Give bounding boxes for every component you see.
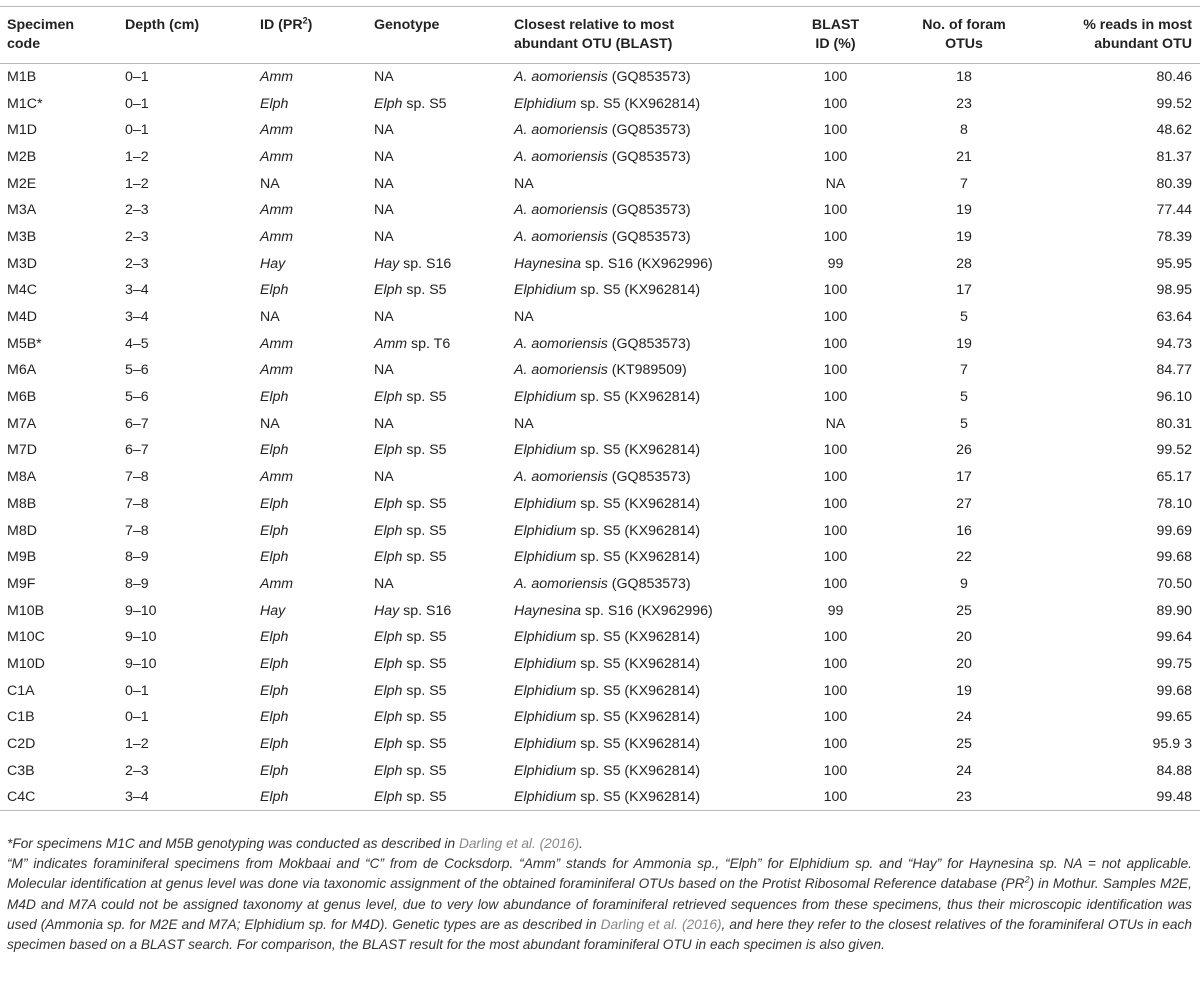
cell-foram-otus: 22 — [956, 549, 972, 566]
cell-specimen-code: C3B — [7, 762, 35, 779]
cell-specimen-code: M7D — [7, 442, 37, 459]
cell-genotype: Elph sp. S5 — [374, 549, 447, 566]
table-row — [0, 544, 1200, 571]
cell-closest-relative: Elphidium sp. S5 (KX962814) — [514, 736, 701, 753]
cell-blast-id: 100 — [823, 575, 848, 592]
cell-reads: 96.10 — [1156, 389, 1192, 406]
cell-blast-id: 100 — [823, 522, 848, 539]
cell-id: Elph — [260, 495, 289, 512]
cell-depth: 6–7 — [125, 442, 149, 459]
cell-depth: 3–4 — [125, 282, 149, 299]
cell-foram-otus: 28 — [956, 255, 972, 272]
cell-reads: 70.50 — [1156, 575, 1192, 592]
cell-blast-id: 100 — [823, 762, 848, 779]
cell-closest-relative: A. aomoriensis (GQ853573) — [514, 69, 691, 86]
cell-blast-id: 99 — [827, 255, 844, 272]
cell-depth: 2–3 — [125, 762, 149, 779]
cell-specimen-code: M6B — [7, 389, 37, 406]
cell-id: Elph — [260, 442, 289, 459]
cell-reads: 95.9 3 — [1152, 736, 1192, 753]
cell-id: Amm — [260, 575, 294, 592]
cell-genotype: Elph sp. S5 — [374, 522, 447, 539]
footnote-genotyping: *For specimens M1C and M5B genotyping was conducted as described in Darling et al. (2016). — [7, 836, 583, 851]
cell-reads: 81.37 — [1156, 148, 1192, 165]
cell-blast-id: 100 — [823, 148, 848, 165]
table-row — [0, 571, 1200, 598]
cell-depth: 4–5 — [125, 335, 149, 352]
table-row — [0, 677, 1200, 704]
table-row — [0, 784, 1200, 811]
cell-genotype: NA — [374, 69, 394, 86]
table-row — [0, 757, 1200, 784]
cell-specimen-code: M1C* — [7, 95, 43, 112]
cell-id: Amm — [260, 122, 294, 139]
cell-id: Elph — [260, 549, 289, 566]
table-row — [0, 731, 1200, 758]
cell-reads: 48.62 — [1156, 122, 1192, 139]
cell-closest-relative: NA — [514, 309, 534, 326]
cell-blast-id: 100 — [823, 362, 848, 379]
cell-id: Elph — [260, 629, 289, 646]
header-depth: Depth (cm) — [118, 7, 253, 64]
cell-closest-relative: NA — [514, 175, 534, 192]
cell-genotype: NA — [374, 175, 394, 192]
table-row — [0, 144, 1200, 171]
cell-foram-otus: 19 — [956, 335, 972, 352]
cell-genotype: Elph sp. S5 — [374, 442, 447, 459]
cell-closest-relative: NA — [514, 415, 534, 432]
cell-id: NA — [260, 175, 280, 192]
cell-id: Elph — [260, 389, 289, 406]
cell-closest-relative: Elphidium sp. S5 (KX962814) — [514, 549, 701, 566]
cell-specimen-code: M4C — [7, 282, 37, 299]
cell-reads: 78.39 — [1156, 228, 1192, 245]
cell-blast-id: 100 — [823, 655, 848, 672]
cell-depth: 2–3 — [125, 255, 149, 272]
cell-foram-otus: 9 — [960, 575, 968, 592]
cell-depth: 0–1 — [125, 69, 149, 86]
cell-genotype: Elph sp. S5 — [374, 95, 447, 112]
cell-closest-relative: Elphidium sp. S5 (KX962814) — [514, 655, 701, 672]
table-row — [0, 491, 1200, 518]
cell-depth: 2–3 — [125, 228, 149, 245]
cell-depth: 7–8 — [125, 495, 149, 512]
cell-reads: 77.44 — [1156, 202, 1192, 219]
cell-genotype: NA — [374, 469, 394, 486]
cell-reads: 99.68 — [1156, 682, 1192, 699]
cell-reads: 99.69 — [1156, 522, 1192, 539]
cell-closest-relative: Elphidium sp. S5 (KX962814) — [514, 709, 701, 726]
cell-blast-id: 100 — [823, 682, 848, 699]
header-blast-id: BLAST ID (%) — [785, 7, 886, 64]
cell-closest-relative: Elphidium sp. S5 (KX962814) — [514, 282, 701, 299]
header-row — [0, 7, 1200, 64]
cell-genotype: Elph sp. S5 — [374, 282, 447, 299]
table-row — [0, 197, 1200, 224]
cell-foram-otus: 24 — [956, 709, 972, 726]
cell-id: NA — [260, 309, 280, 326]
cell-foram-otus: 18 — [956, 69, 972, 86]
table-row — [0, 437, 1200, 464]
cell-specimen-code: C4C — [0, 784, 118, 811]
cell-specimen-code: M10C — [7, 629, 45, 646]
cell-foram-otus: 20 — [956, 655, 972, 672]
cell-foram-otus: 7 — [960, 175, 968, 192]
cell-specimen-code: M10D — [7, 655, 45, 672]
cell-genotype: Elph sp. S5 — [374, 655, 447, 672]
cell-blast-id: 100 — [823, 228, 848, 245]
cell-id: Elph — [260, 682, 289, 699]
cell-reads: 65.17 — [1156, 469, 1192, 486]
header-specimen-code: Specimen code — [0, 7, 118, 64]
table-row — [0, 277, 1200, 304]
cell-genotype: NA — [374, 309, 394, 326]
cell-genotype: NA — [374, 202, 394, 219]
cell-foram-otus: 21 — [956, 148, 972, 165]
cell-closest-relative: A. aomoriensis (GQ853573) — [514, 228, 691, 245]
cell-reads: 95.95 — [1156, 255, 1192, 272]
table-row — [0, 90, 1200, 117]
footnote-abbreviations: “M” indicates foraminiferal specimens from Mokbaai and “C” from de Cocksdorp. “Amm” stands for Ammonia sp., “Elph” for Elphidium sp. and “Hay” for Haynesina sp. NA = not applicable. Molecular identification at genus level was done via taxonomic assignment of the obtained foraminiferal OTUs based on the Protist Ribosomal Reference database $(PR^2)$ in Mothur. Samples M2E, M4D and M7A could not be assigned taxonomy at genus level, due to very low abundance of foraminiferal retrieved sequences from these specimens, thus their microscopic identification was used (Ammonia sp. for M2E and M7A; Elphidium sp. for M4D). Genetic types are as described in Darling et al. (2016), and here they refer to the closest relatives of the foraminiferal OTUs in each specimen based on a BLAST search. For comparison, the BLAST result for the most abundant foraminiferal OTU in each specimen is also given. — [7, 856, 1192, 953]
cell-specimen-code: M9B — [7, 549, 37, 566]
table-row — [0, 624, 1200, 651]
cell-closest-relative: Elphidium sp. S5 (KX962814) — [514, 389, 701, 406]
cell-depth: 0–1 — [125, 95, 149, 112]
cell-id: Amm — [260, 148, 294, 165]
cell-depth: 3–4 — [125, 309, 149, 326]
table-row — [0, 250, 1200, 277]
cell-specimen-code: M2B — [7, 148, 37, 165]
cell-reads: 78.10 — [1156, 495, 1192, 512]
cell-depth: 1–2 — [125, 148, 149, 165]
cell-id: Amm — [260, 469, 294, 486]
cell-blast-id: 100 — [823, 95, 848, 112]
cell-foram-otus: 16 — [956, 522, 972, 539]
cell-specimen-code: M1D — [7, 122, 37, 139]
cell-depth: 2–3 — [125, 202, 149, 219]
cell-specimen-code: M8D — [7, 522, 37, 539]
table-row — [0, 304, 1200, 331]
cell-reads: 94.73 — [1156, 335, 1192, 352]
cell-genotype: Elph sp. S5 — [374, 736, 447, 753]
cell-foram-otus: 27 — [956, 495, 972, 512]
cell-genotype: Hay sp. S16 — [374, 255, 452, 272]
cell-reads: 80.31 — [1156, 415, 1192, 432]
cell-foram-otus: 25 — [956, 736, 972, 753]
table-row — [0, 464, 1200, 491]
cell-specimen-code: M9F — [7, 575, 36, 592]
cell-blast-id: 100 — [823, 282, 848, 299]
cell-foram-otus: 23 — [886, 784, 1042, 811]
cell-foram-otus: 25 — [956, 602, 972, 619]
cell-blast-id: 100 — [823, 549, 848, 566]
cell-id: Elph — [260, 655, 289, 672]
cell-blast-id: 100 — [823, 335, 848, 352]
cell-genotype: NA — [374, 228, 394, 245]
table-row — [0, 384, 1200, 411]
cell-id: NA — [260, 415, 280, 432]
cell-specimen-code: M4D — [7, 309, 37, 326]
cell-depth: 5–6 — [125, 389, 149, 406]
cell-blast-id: NA — [825, 415, 846, 432]
cell-closest-relative: A. aomoriensis (KT989509) — [514, 362, 687, 379]
cell-depth: 0–1 — [125, 709, 149, 726]
cell-specimen-code: C1B — [7, 709, 35, 726]
cell-reads: 99.52 — [1156, 442, 1192, 459]
cell-reads: 99.68 — [1156, 549, 1192, 566]
cell-closest-relative: Elphidium sp. S5 (KX962814) — [514, 442, 701, 459]
cell-foram-otus: 17 — [956, 469, 972, 486]
cell-reads: 80.46 — [1156, 69, 1192, 86]
cell-genotype: NA — [374, 122, 394, 139]
cell-foram-otus: 8 — [960, 122, 968, 139]
cell-genotype: Elph sp. S5 — [367, 784, 507, 811]
cell-id: Hay — [260, 255, 286, 272]
cell-closest-relative: A. aomoriensis (GQ853573) — [514, 148, 691, 165]
cell-genotype: NA — [374, 575, 394, 592]
header-foram-otus: No. of foram OTUs — [886, 7, 1042, 64]
cell-closest-relative: Elphidium sp. S5 (KX962814) — [514, 762, 701, 779]
cell-depth: 1–2 — [125, 736, 149, 753]
cell-id: Amm — [260, 228, 294, 245]
cell-closest-relative: Elphidium sp. S5 (KX962814) — [514, 495, 701, 512]
table-row — [0, 651, 1200, 678]
cell-closest-relative: A. aomoriensis (GQ853573) — [514, 575, 691, 592]
table-row — [0, 117, 1200, 144]
cell-id: Elph — [260, 282, 289, 299]
table-row — [0, 517, 1200, 544]
cell-blast-id: 100 — [823, 629, 848, 646]
cell-foram-otus: 26 — [956, 442, 972, 459]
header-reads: % reads in most abundant OTU — [1042, 7, 1200, 64]
cell-specimen-code: M8B — [7, 495, 37, 512]
specimen-table — [0, 6, 1200, 811]
cell-blast-id: 100 — [823, 709, 848, 726]
cell-id: Amm — [260, 335, 294, 352]
cell-genotype: NA — [374, 415, 394, 432]
cell-closest-relative: Elphidium sp. S5 (KX962814) — [514, 629, 701, 646]
cell-foram-otus: 5 — [960, 309, 968, 326]
cell-blast-id: 99 — [827, 602, 844, 619]
cell-depth: 7–8 — [125, 522, 149, 539]
cell-genotype: Elph sp. S5 — [374, 629, 447, 646]
cell-reads: 89.90 — [1156, 602, 1192, 619]
cell-genotype: NA — [374, 362, 394, 379]
cell-foram-otus: 19 — [956, 202, 972, 219]
table-row — [0, 224, 1200, 251]
cell-genotype: NA — [374, 148, 394, 165]
cell-blast-id: 100 — [823, 69, 848, 86]
cell-specimen-code: M3D — [7, 255, 37, 272]
cell-reads: 80.39 — [1156, 175, 1192, 192]
header-id: ID $(PR^2)$ — [253, 7, 367, 64]
cell-genotype: Elph sp. S5 — [374, 709, 447, 726]
table-row — [0, 170, 1200, 197]
cell-foram-otus: 20 — [956, 629, 972, 646]
cell-closest-relative: Elphidium sp. S5 (KX962814) — [507, 784, 785, 811]
cell-reads: 63.64 — [1156, 309, 1192, 326]
cell-blast-id: 100 — [823, 202, 848, 219]
cell-specimen-code: M6A — [7, 362, 37, 379]
cell-genotype: Elph sp. S5 — [374, 389, 447, 406]
header-genotype: Genotype — [367, 7, 507, 64]
cell-blast-id: 100 — [823, 122, 848, 139]
cell-closest-relative: Elphidium sp. S5 (KX962814) — [514, 95, 701, 112]
cell-specimen-code: M3B — [7, 228, 37, 245]
cell-specimen-code: M2E — [7, 175, 37, 192]
cell-blast-id: 100 — [823, 495, 848, 512]
cell-depth: 9–10 — [125, 655, 157, 672]
cell-id: Amm — [260, 202, 294, 219]
cell-reads: 84.88 — [1156, 762, 1192, 779]
cell-depth: 0–1 — [125, 682, 149, 699]
cell-closest-relative: A. aomoriensis (GQ853573) — [514, 335, 691, 352]
cell-genotype: Elph sp. S5 — [374, 495, 447, 512]
table-row — [0, 330, 1200, 357]
cell-closest-relative: Haynesina sp. S16 (KX962996) — [514, 602, 713, 619]
cell-reads: 99.64 — [1156, 629, 1192, 646]
cell-depth: 6–7 — [125, 415, 149, 432]
cell-blast-id: 100 — [823, 389, 848, 406]
cell-depth: 8–9 — [125, 575, 149, 592]
cell-closest-relative: Elphidium sp. S5 (KX962814) — [514, 682, 701, 699]
cell-foram-otus: 5 — [960, 415, 968, 432]
cell-closest-relative: A. aomoriensis (GQ853573) — [514, 469, 691, 486]
cell-depth: 8–9 — [125, 549, 149, 566]
cell-closest-relative: Haynesina sp. S16 (KX962996) — [514, 255, 713, 272]
cell-depth: 5–6 — [125, 362, 149, 379]
cell-genotype: Hay sp. S16 — [374, 602, 452, 619]
cell-id: Elph — [260, 736, 289, 753]
cell-blast-id: 100 — [785, 784, 886, 811]
table-row — [0, 597, 1200, 624]
cell-foram-otus: 5 — [960, 389, 968, 406]
cell-reads: 84.77 — [1156, 362, 1192, 379]
cell-id: Hay — [260, 602, 286, 619]
cell-specimen-code: M8A — [7, 469, 37, 486]
cell-reads: 99.48 — [1042, 784, 1200, 811]
reference-link[interactable]: Darling et al. (2016) — [458, 836, 580, 851]
cell-reads: 99.52 — [1156, 95, 1192, 112]
cell-specimen-code: C2D — [7, 736, 36, 753]
table-row — [0, 64, 1200, 91]
cell-genotype: Elph sp. S5 — [374, 682, 447, 699]
cell-depth: 7–8 — [125, 469, 149, 486]
cell-closest-relative: Elphidium sp. S5 (KX962814) — [514, 522, 701, 539]
cell-id: Amm — [260, 69, 294, 86]
cell-reads: 98.95 — [1156, 282, 1192, 299]
reference-link[interactable]: Darling et al. (2016) — [600, 916, 722, 932]
cell-genotype: Elph sp. S5 — [374, 762, 447, 779]
table-row — [0, 704, 1200, 731]
cell-specimen-code: C1A — [7, 682, 35, 699]
cell-specimen-code: M7A — [7, 415, 37, 432]
cell-id: Amm — [260, 362, 294, 379]
cell-depth: 0–1 — [125, 122, 149, 139]
cell-foram-otus: 17 — [956, 282, 972, 299]
cell-specimen-code: M10B — [7, 602, 45, 619]
cell-id: Elph — [260, 95, 289, 112]
table-row — [0, 357, 1200, 384]
cell-closest-relative: A. aomoriensis (GQ853573) — [514, 122, 691, 139]
cell-depth: 3–4 — [118, 784, 253, 811]
header-closest-relative: Closest relative to most abundant OTU (BLAST) — [507, 7, 785, 64]
cell-id: Elph — [260, 762, 289, 779]
cell-blast-id: NA — [825, 175, 846, 192]
cell-id: Elph — [260, 522, 289, 539]
cell-specimen-code: M3A — [7, 202, 37, 219]
cell-foram-otus: 19 — [956, 682, 972, 699]
cell-blast-id: 100 — [823, 442, 848, 459]
cell-depth: 9–10 — [125, 602, 157, 619]
cell-reads: 99.75 — [1156, 655, 1192, 672]
cell-blast-id: 100 — [823, 469, 848, 486]
cell-depth: 9–10 — [125, 629, 157, 646]
cell-genotype: Amm sp. T6 — [374, 335, 451, 352]
cell-depth: 1–2 — [125, 175, 149, 192]
cell-blast-id: 100 — [823, 736, 848, 753]
table-row — [0, 410, 1200, 437]
table-footnotes — [7, 834, 1192, 955]
cell-foram-otus: 19 — [956, 228, 972, 245]
cell-blast-id: 100 — [823, 309, 848, 326]
cell-foram-otus: 23 — [956, 95, 972, 112]
cell-specimen-code: M1B — [7, 69, 37, 86]
table-body — [0, 64, 1200, 811]
cell-foram-otus: 24 — [956, 762, 972, 779]
cell-specimen-code: M5B* — [7, 335, 42, 352]
cell-closest-relative: A. aomoriensis (GQ853573) — [514, 202, 691, 219]
cell-foram-otus: 7 — [960, 362, 968, 379]
cell-id: Elph — [253, 784, 367, 811]
cell-reads: 99.65 — [1156, 709, 1192, 726]
cell-id: Elph — [260, 709, 289, 726]
